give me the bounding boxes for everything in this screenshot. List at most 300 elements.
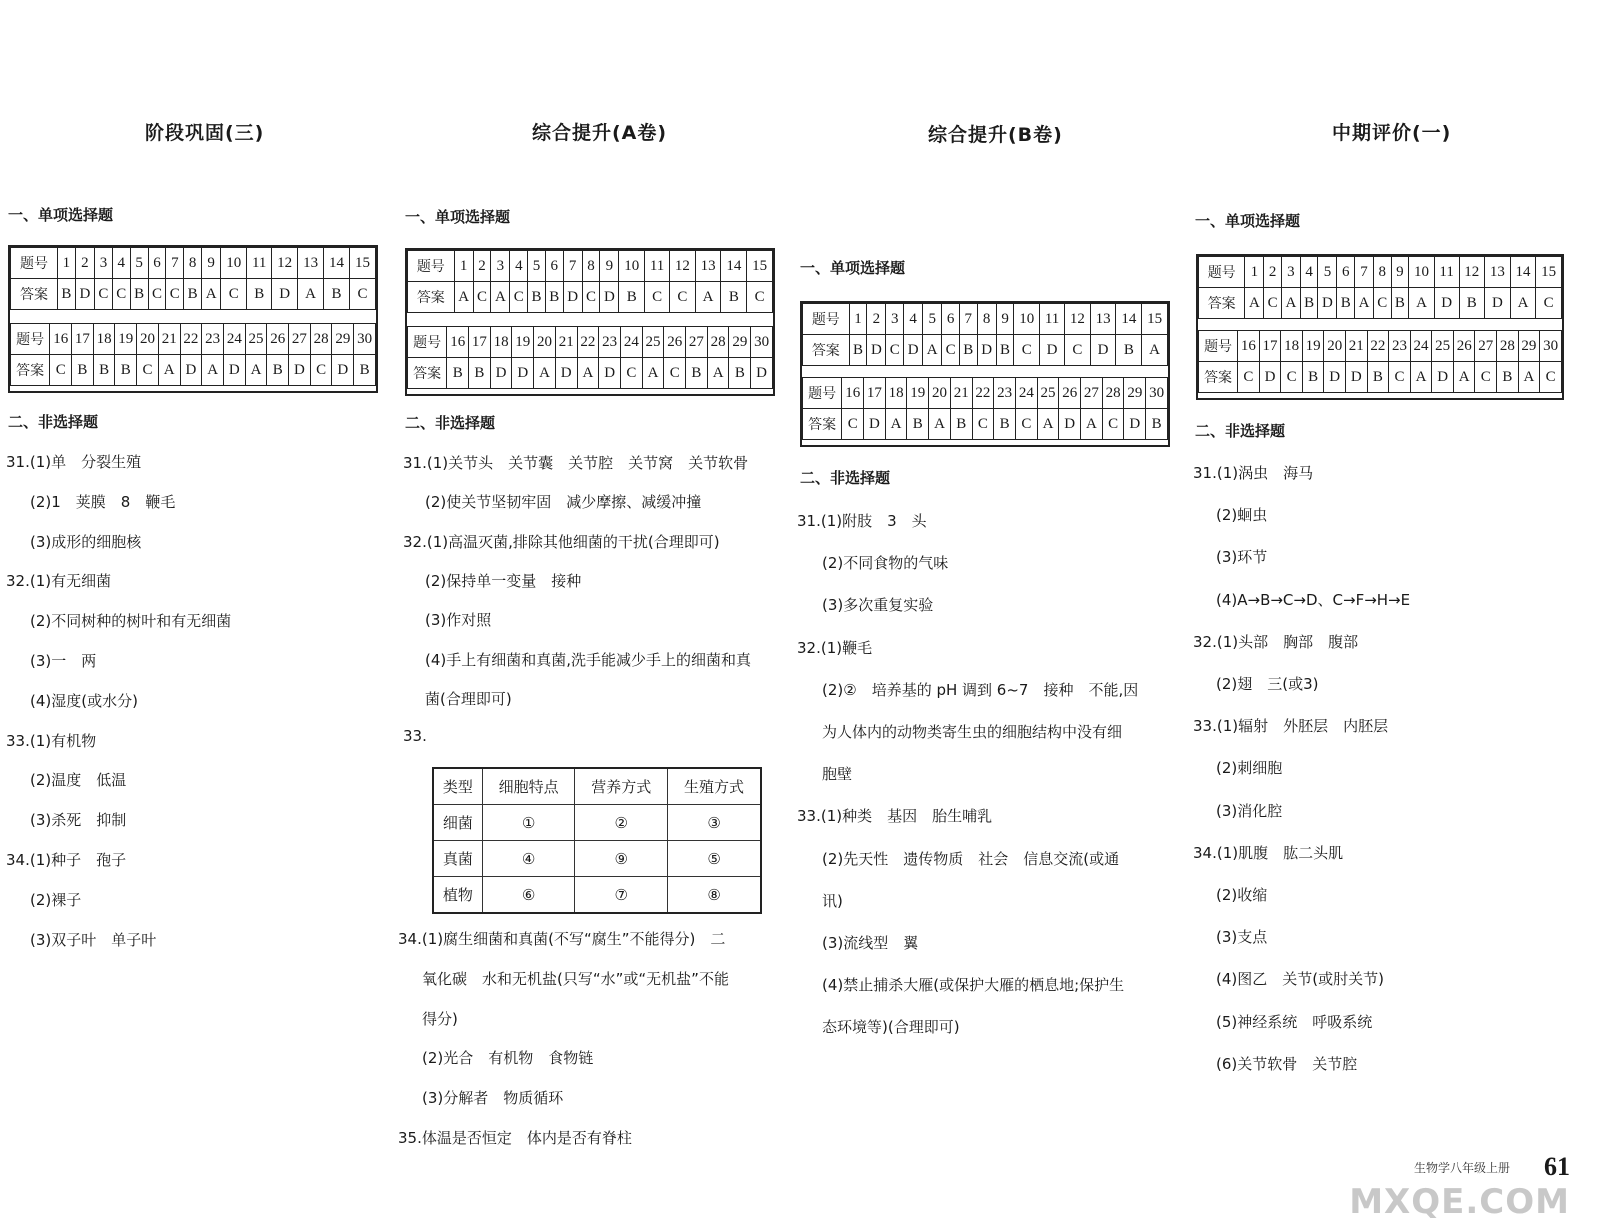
answer-line: (3)分解者 物质循环 — [422, 1089, 564, 1108]
answer-line: (2)先天性 遗传物质 社会 信息交流(或通 — [822, 849, 1120, 868]
answer-choice: B — [130, 279, 148, 310]
answer-choice: C — [842, 409, 864, 440]
answer-line: (4)禁止捕杀大雁(或保护大雁的栖息地;保护生 — [822, 976, 1125, 995]
answer-line: 32.(1)鞭毛 — [797, 638, 873, 657]
question-number: 13 — [1090, 304, 1116, 335]
question-number: 6 — [1337, 257, 1355, 288]
question-number: 20 — [1324, 331, 1346, 362]
col1-title: 阶段巩固(三) — [145, 122, 265, 144]
q33-header-cell: 类型 — [433, 768, 482, 805]
answer-row — [803, 409, 1168, 440]
answer-line: 34.(1)腐生细菌和真菌(不写“腐生”不能得分) 二 — [398, 930, 726, 948]
question-number: 21 — [555, 327, 577, 358]
question-number: 30 — [751, 327, 773, 358]
answer-line: 35.体温是否恒定 体内是否有脊柱 — [398, 1129, 632, 1147]
q33-header-cell: 细胞特点 — [482, 768, 575, 805]
question-number: 19 — [115, 324, 137, 355]
answer-choice: B — [729, 358, 751, 389]
question-number: 5 — [528, 251, 546, 282]
answer-choice: C — [747, 282, 773, 313]
question-number: 16 — [447, 327, 469, 358]
question-number: 19 — [907, 378, 929, 409]
answer-line: 34.(1)种子 孢子 — [6, 851, 127, 869]
question-number: 3 — [1281, 257, 1300, 288]
question-number: 29 — [332, 324, 354, 355]
answer-line: 得分) — [422, 1009, 458, 1028]
question-number: 12 — [1065, 304, 1091, 335]
question-number: 22 — [180, 324, 202, 355]
question-number: 12 — [1459, 257, 1485, 288]
answer-line: 31.(1)关节头 关节囊 关节腔 关节窝 关节软骨 — [403, 454, 749, 472]
question-number: 25 — [1037, 378, 1059, 409]
answer-line: (2)光合 有机物 食物链 — [422, 1049, 594, 1068]
answer-choice: A — [1409, 288, 1435, 319]
answer-choice: C — [137, 355, 159, 386]
question-number: 22 — [972, 378, 994, 409]
answer-label: 答案 — [1199, 288, 1245, 319]
q33-row — [433, 841, 761, 877]
question-number: 14 — [324, 248, 350, 279]
question-number: 21 — [158, 324, 180, 355]
question-number: 20 — [137, 324, 159, 355]
col2-q33-table — [432, 767, 762, 914]
question-number: 24 — [620, 327, 642, 358]
answer-line: 31.(1)单 分裂生殖 — [6, 453, 142, 471]
question-number: 22 — [577, 327, 599, 358]
question-number: 1 — [454, 251, 473, 282]
answer-choice: D — [1040, 335, 1065, 366]
answer-choice: C — [50, 355, 72, 386]
question-number: 29 — [729, 327, 751, 358]
answer-choice: A — [923, 335, 942, 366]
answer-choice: B — [354, 355, 376, 386]
col4-answer-table-1 — [1198, 256, 1562, 319]
question-number-row — [1199, 257, 1562, 288]
answer-choice: D — [223, 355, 245, 386]
col2-answer-grid — [405, 248, 775, 396]
answer-choice: C — [1264, 288, 1282, 319]
question-number: 18 — [490, 327, 512, 358]
answer-choice: C — [670, 282, 696, 313]
answer-line: (4)图乙 关节(或肘关节) — [1216, 970, 1384, 989]
answer-choice: C — [166, 279, 184, 310]
question-number: 25 — [245, 324, 267, 355]
question-number: 9 — [202, 248, 221, 279]
q33-row — [433, 805, 761, 841]
question-label: 题号 — [11, 324, 50, 355]
question-number: 13 — [1485, 257, 1511, 288]
answer-choice: D — [1318, 288, 1337, 319]
answer-choice: C — [1475, 362, 1497, 393]
answer-choice: B — [72, 355, 94, 386]
answer-line: (5)神经系统 呼吸系统 — [1216, 1012, 1373, 1031]
question-number: 25 — [1432, 331, 1454, 362]
question-number: 15 — [1142, 304, 1168, 335]
answer-line: (4)手上有细菌和真菌,洗手能减少手上的细菌和真 — [425, 650, 752, 669]
answer-line: 态环境等)(合理即可) — [822, 1018, 960, 1037]
question-number: 21 — [1346, 331, 1368, 362]
question-number: 17 — [1259, 331, 1281, 362]
question-number: 3 — [491, 251, 510, 282]
question-number: 27 — [686, 327, 708, 358]
question-number: 6 — [545, 251, 563, 282]
question-number: 7 — [1355, 257, 1374, 288]
question-number: 7 — [959, 304, 977, 335]
question-number: 28 — [310, 324, 332, 355]
question-number: 16 — [50, 324, 72, 355]
answer-choice: C — [510, 282, 528, 313]
answer-choice: A — [642, 358, 664, 389]
q33-cell: ③ — [668, 805, 761, 841]
question-number: 9 — [1391, 257, 1409, 288]
question-number: 10 — [619, 251, 645, 282]
answer-choice: A — [1281, 288, 1300, 319]
col1-section-1: 一、单项选择题 — [8, 206, 114, 224]
answer-line: 32.(1)头部 胸部 腹部 — [1193, 632, 1359, 651]
answer-choice: D — [289, 355, 311, 386]
answer-line: 32.(1)有无细菌 — [6, 572, 112, 591]
answer-row — [408, 358, 773, 389]
question-number: 22 — [1367, 331, 1389, 362]
question-number-row — [803, 304, 1168, 335]
question-number: 3 — [95, 248, 113, 279]
answer-line: (2)蛔虫 — [1216, 506, 1268, 525]
answer-line: (3)杀死 抑制 — [30, 811, 127, 830]
question-number: 30 — [354, 324, 376, 355]
col1-answer-table-2 — [10, 323, 376, 386]
answer-choice: C — [886, 335, 904, 366]
question-number: 30 — [1146, 378, 1168, 409]
answer-choice: C — [972, 409, 994, 440]
question-number: 1 — [849, 304, 867, 335]
question-number: 23 — [599, 327, 621, 358]
col1-answer-table-1 — [10, 247, 376, 310]
answer-choice: A — [1355, 288, 1374, 319]
answer-choice: D — [751, 358, 773, 389]
question-number: 8 — [1373, 257, 1391, 288]
answer-line: (3)一 两 — [30, 652, 97, 670]
answer-choice: A — [534, 358, 556, 389]
answer-label: 答案 — [11, 279, 58, 310]
q33-cell: ① — [482, 805, 575, 841]
answer-line: 32.(1)高温灭菌,排除其他细菌的干扰(合理即可) — [403, 532, 720, 551]
question-label: 题号 — [803, 304, 850, 335]
answer-choice: D — [490, 358, 512, 389]
answer-choice: C — [1065, 335, 1091, 366]
q33-cell: ⑧ — [668, 877, 761, 914]
page-number: 61 — [1544, 1152, 1570, 1181]
question-label: 题号 — [11, 248, 58, 279]
col2-answer-table-1 — [407, 250, 773, 313]
q33-cell: ④ — [482, 841, 575, 877]
question-number: 6 — [148, 248, 166, 279]
question-number: 23 — [1389, 331, 1411, 362]
col4-section-1: 一、单项选择题 — [1195, 212, 1301, 230]
question-label: 题号 — [803, 378, 842, 409]
col3-section-1: 一、单项选择题 — [800, 259, 906, 277]
q33-cell: 细菌 — [433, 805, 482, 841]
answer-choice: B — [619, 282, 645, 313]
answer-choice: C — [664, 358, 686, 389]
question-number: 18 — [93, 324, 115, 355]
question-number: 19 — [1302, 331, 1324, 362]
answer-choice: B — [1391, 288, 1409, 319]
answer-choice: D — [180, 355, 202, 386]
answer-choice: A — [1245, 288, 1264, 319]
answer-choice: D — [555, 358, 577, 389]
answer-choice: B — [1367, 362, 1389, 393]
answer-choice: D — [1124, 409, 1146, 440]
question-number: 10 — [1014, 304, 1040, 335]
question-number: 26 — [267, 324, 289, 355]
answer-choice: D — [977, 335, 996, 366]
answer-choice: C — [1015, 409, 1037, 440]
answer-choice: A — [202, 279, 221, 310]
q33-header-row — [433, 768, 761, 805]
answer-row — [1199, 288, 1562, 319]
q33-cell: 真菌 — [433, 841, 482, 877]
col3-title: 综合提升(B卷) — [928, 124, 1063, 146]
answer-choice: B — [849, 335, 867, 366]
answer-choice: D — [1485, 288, 1511, 319]
answer-line: (3)成形的细胞核 — [30, 532, 142, 551]
question-number: 24 — [1015, 378, 1037, 409]
question-number: 2 — [75, 248, 94, 279]
answer-choice: A — [929, 409, 951, 440]
answer-line: (3)作对照 — [425, 611, 492, 630]
question-number-row — [408, 327, 773, 358]
answer-choice: A — [202, 355, 224, 386]
answer-line: (3)消化腔 — [1216, 801, 1283, 820]
answer-choice: B — [686, 358, 708, 389]
answer-choice: C — [1373, 288, 1391, 319]
question-number: 10 — [221, 248, 247, 279]
answer-choice: C — [95, 279, 113, 310]
answer-choice: D — [600, 282, 619, 313]
answer-line: 氧化碳 水和无机盐(只写“水”或“无机盐”不能 — [422, 969, 729, 988]
answer-choice: A — [1037, 409, 1059, 440]
question-number: 8 — [582, 251, 600, 282]
question-number-row — [11, 248, 376, 279]
answer-line: (4)湿度(或水分) — [30, 691, 138, 710]
answer-choice: D — [1259, 362, 1281, 393]
answer-choice: A — [1410, 362, 1432, 393]
question-number: 10 — [1409, 257, 1435, 288]
question-number: 2 — [867, 304, 886, 335]
question-number: 4 — [1300, 257, 1318, 288]
question-number-row — [803, 378, 1168, 409]
answer-line: (6)关节软骨 关节腔 — [1216, 1054, 1358, 1073]
answer-line: (2)不同食物的气味 — [822, 554, 949, 573]
answer-label: 答案 — [408, 282, 455, 313]
question-number: 14 — [721, 251, 747, 282]
answer-line: 31.(1)涡虫 海马 — [1193, 464, 1314, 482]
col2-section-2: 二、非选择题 — [405, 414, 496, 432]
question-number: 16 — [1238, 331, 1260, 362]
answer-choice: B — [1497, 362, 1519, 393]
question-label: 题号 — [408, 251, 455, 282]
question-number: 14 — [1116, 304, 1142, 335]
answer-label: 答案 — [408, 358, 447, 389]
question-number: 8 — [184, 248, 202, 279]
question-number: 7 — [166, 248, 184, 279]
question-number: 9 — [996, 304, 1014, 335]
answer-choice: B — [469, 358, 491, 389]
answer-choice: C — [1238, 362, 1260, 393]
col1-answer-grid — [8, 245, 378, 393]
question-number: 4 — [510, 251, 528, 282]
answer-choice: D — [272, 279, 298, 310]
question-number: 28 — [1102, 378, 1124, 409]
question-number: 25 — [642, 327, 664, 358]
question-number: 18 — [1281, 331, 1303, 362]
answer-line: (3)支点 — [1216, 928, 1268, 947]
answer-line: (3)多次重复实验 — [822, 596, 934, 615]
question-number: 5 — [1318, 257, 1337, 288]
answer-choice: B — [1459, 288, 1485, 319]
answer-choice: D — [563, 282, 582, 313]
question-label: 题号 — [408, 327, 447, 358]
answer-choice: C — [473, 282, 491, 313]
answer-line: (2)保持单一变量 接种 — [425, 571, 582, 590]
question-number: 20 — [534, 327, 556, 358]
answer-choice: C — [349, 279, 375, 310]
col1-section-2: 二、非选择题 — [8, 413, 99, 431]
col3-answer-table-1 — [802, 303, 1168, 366]
answer-label: 答案 — [1199, 362, 1238, 393]
question-number-row — [1199, 331, 1562, 362]
answer-line: (3)双子叶 单子叶 — [30, 930, 157, 949]
question-number: 24 — [1410, 331, 1432, 362]
answer-choice: C — [1281, 362, 1303, 393]
question-number: 26 — [1453, 331, 1475, 362]
question-number: 8 — [977, 304, 996, 335]
answer-line: 讯) — [822, 891, 843, 910]
answer-label: 答案 — [11, 355, 50, 386]
answer-line: 为人体内的动物类寄生虫的细胞结构中没有细 — [822, 723, 1123, 741]
answer-choice: A — [695, 282, 721, 313]
question-number: 7 — [563, 251, 582, 282]
question-label: 题号 — [1199, 257, 1245, 288]
answer-choice: D — [599, 358, 621, 389]
question-number: 2 — [1264, 257, 1282, 288]
answer-choice: D — [1434, 288, 1459, 319]
answer-line: (2)② 培养基的 pH 调到 6~7 接种 不能,因 — [822, 680, 1139, 699]
question-number: 6 — [942, 304, 960, 335]
answer-choice: D — [864, 409, 886, 440]
answer-choice: D — [1059, 409, 1081, 440]
answer-choice: A — [298, 279, 324, 310]
answer-choice: D — [1346, 362, 1368, 393]
answer-row — [11, 279, 376, 310]
question-number: 27 — [289, 324, 311, 355]
q33-cell: ⑨ — [575, 841, 668, 877]
answer-choice: C — [1536, 288, 1562, 319]
question-number: 27 — [1081, 378, 1103, 409]
answer-row — [11, 355, 376, 386]
answer-choice: B — [1146, 409, 1168, 440]
question-number: 23 — [994, 378, 1016, 409]
answer-line: 33.(1)辐射 外胚层 内胚层 — [1193, 717, 1389, 736]
q33-row — [433, 877, 761, 914]
answer-choice: D — [332, 355, 354, 386]
answer-row — [408, 282, 773, 313]
answer-choice: B — [57, 279, 75, 310]
question-number: 1 — [57, 248, 75, 279]
question-number: 15 — [1536, 257, 1562, 288]
answer-label: 答案 — [803, 409, 842, 440]
answer-line: (2)翅 三(或3) — [1216, 675, 1319, 693]
question-number: 29 — [1124, 378, 1146, 409]
answer-choice: B — [996, 335, 1014, 366]
question-number: 26 — [1059, 378, 1081, 409]
answer-choice: B — [115, 355, 137, 386]
answer-line: 胞壁 — [822, 765, 853, 784]
answer-choice: B — [324, 279, 350, 310]
col3-section-2: 二、非选择题 — [800, 469, 891, 487]
answer-line: 33.(1)种类 基因 胎生哺乳 — [797, 807, 993, 826]
question-number: 16 — [842, 378, 864, 409]
answer-line: (2)使关节坚韧牢固 减少摩擦、减缓冲撞 — [425, 493, 702, 512]
question-number-row — [11, 324, 376, 355]
answer-line: (2)裸子 — [30, 890, 82, 909]
answer-row — [1199, 362, 1562, 393]
answer-choice: A — [707, 358, 729, 389]
question-number: 26 — [664, 327, 686, 358]
answer-choice: B — [1337, 288, 1355, 319]
question-number: 24 — [223, 324, 245, 355]
answer-choice: B — [545, 282, 563, 313]
question-number: 15 — [349, 248, 375, 279]
answer-choice: C — [582, 282, 600, 313]
answer-choice: B — [93, 355, 115, 386]
answer-line: (4)A→B→C→D、C→F→H→E — [1216, 590, 1411, 609]
answer-choice: D — [904, 335, 923, 366]
answer-line: 33.(1)有机物 — [6, 731, 97, 750]
answer-choice: B — [721, 282, 747, 313]
answer-line: (3)流线型 翼 — [822, 934, 919, 952]
col2-title: 综合提升(A卷) — [532, 122, 668, 144]
answer-choice: A — [1510, 288, 1536, 319]
answer-choice: D — [512, 358, 534, 389]
question-number: 17 — [469, 327, 491, 358]
answer-choice: D — [1432, 362, 1454, 393]
question-number-row — [408, 251, 773, 282]
col4-section-2: 二、非选择题 — [1195, 422, 1286, 440]
question-number: 30 — [1540, 331, 1562, 362]
col4-answer-grid — [1196, 254, 1564, 400]
col2-section-1: 一、单项选择题 — [405, 208, 511, 226]
answer-choice: C — [1389, 362, 1411, 393]
answer-choice: C — [1102, 409, 1124, 440]
question-number: 1 — [1245, 257, 1264, 288]
question-number: 17 — [864, 378, 886, 409]
question-number: 11 — [645, 251, 670, 282]
q33-cell: ② — [575, 805, 668, 841]
answer-line: (2)收缩 — [1216, 886, 1268, 904]
answer-choice: A — [1518, 362, 1540, 393]
answer-choice: A — [245, 355, 267, 386]
answer-choice: C — [310, 355, 332, 386]
answer-line: (2)不同树种的树叶和有无细菌 — [30, 612, 232, 631]
question-number: 20 — [929, 378, 951, 409]
answer-choice: A — [1142, 335, 1168, 366]
answer-choice: B — [247, 279, 272, 310]
question-number: 4 — [112, 248, 130, 279]
answer-line: (2)温度 低温 — [30, 771, 127, 790]
answer-choice: B — [528, 282, 546, 313]
question-number: 13 — [695, 251, 721, 282]
